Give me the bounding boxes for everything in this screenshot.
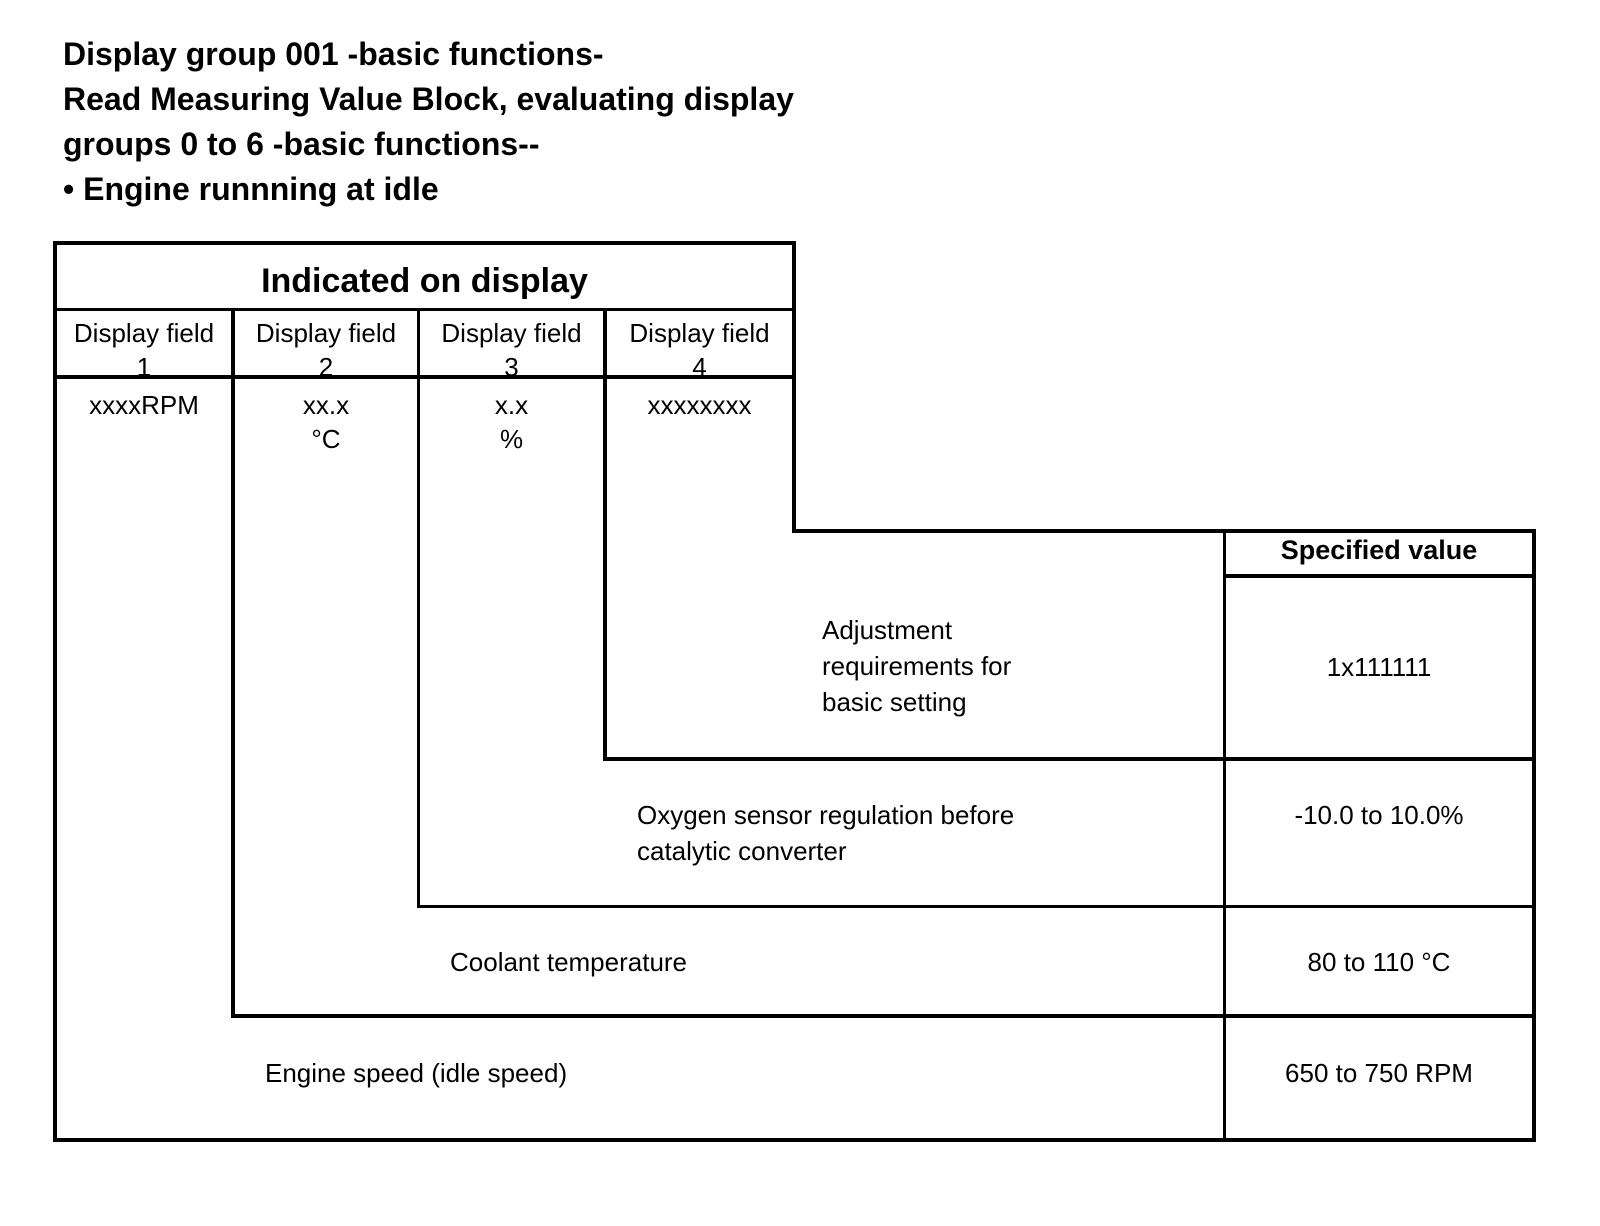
table-border-right [1532, 529, 1536, 1142]
indicated-title-divider [53, 308, 796, 311]
field-2-number: 2 [318, 352, 334, 382]
coolant-description [450, 944, 687, 980]
engine-speed-spec-value: 650 to 750 RPM [1285, 1058, 1473, 1088]
oxygen-line-1: Oxygen sensor regulation before [637, 800, 1015, 830]
adjustment-line-2: requirements for [822, 651, 1012, 681]
adjustment-line-3: basic setting [822, 687, 967, 717]
adjustment-row-bottom [603, 757, 1536, 761]
field-3-header [420, 316, 603, 384]
coolant-spec-value: 80 to 110 °C [1307, 947, 1451, 977]
field-2-header [235, 316, 417, 384]
field-1-label: Display field [73, 318, 215, 348]
field-4-value-text: xxxxxxxx [647, 390, 752, 420]
spec-column-divider [1223, 529, 1226, 1142]
oxygen-description [637, 797, 1014, 869]
table-border-bottom [53, 1138, 1536, 1142]
heading-line-3: groups 0 to 6 -basic functions-- [63, 126, 540, 162]
oxygen-spec-value: -10.0 to 10.0% [1294, 800, 1464, 830]
oxygen-line-2: catalytic converter [637, 836, 847, 866]
field-2-value-text: xx.x [302, 390, 350, 420]
indicated-title: Indicated on display [261, 262, 588, 300]
spec-header-divider [1223, 574, 1536, 578]
indicated-border-right [792, 241, 796, 533]
field-1-number: 1 [136, 352, 152, 382]
field-2-unit: °C [311, 424, 341, 454]
field-4-label: Display field [629, 318, 770, 348]
field-1-header [57, 316, 231, 384]
adjustment-description [822, 612, 1011, 720]
step-border-top [792, 529, 1536, 533]
field-3-value-text: x.x [494, 390, 529, 420]
field-4-number: 4 [692, 352, 707, 382]
specified-value-header: Specified value [1280, 535, 1478, 565]
engine-speed-description [265, 1055, 567, 1091]
field-3-label: Display field [441, 318, 582, 348]
field-1-value [57, 388, 231, 422]
engine-speed-line-1: Engine speed (idle speed) [265, 1058, 568, 1088]
field-3-number: 3 [504, 352, 519, 382]
heading-line-2: Read Measuring Value Block, evaluating display [63, 81, 794, 117]
oxygen-row-bottom [417, 905, 1536, 908]
heading-line-1: Display group 001 -basic functions- [63, 36, 604, 72]
field-3-value [420, 388, 603, 456]
table-border-top [53, 241, 796, 245]
adjustment-spec-value: 1x111111 [1326, 652, 1432, 682]
coolant-row-bottom [231, 1014, 1536, 1018]
field-3-unit: % [499, 424, 524, 454]
field-4-value [607, 388, 792, 422]
coolant-line-1: Coolant temperature [450, 947, 688, 977]
adjustment-line-1: Adjustment [822, 615, 953, 645]
field-2-label: Display field [255, 318, 397, 348]
heading-line-4: • Engine runnning at idle [63, 171, 439, 207]
field-4-header [607, 316, 792, 384]
field-1-value-text: xxxxRPM [89, 390, 199, 420]
page-heading [63, 32, 1063, 212]
field-2-value [235, 388, 417, 456]
